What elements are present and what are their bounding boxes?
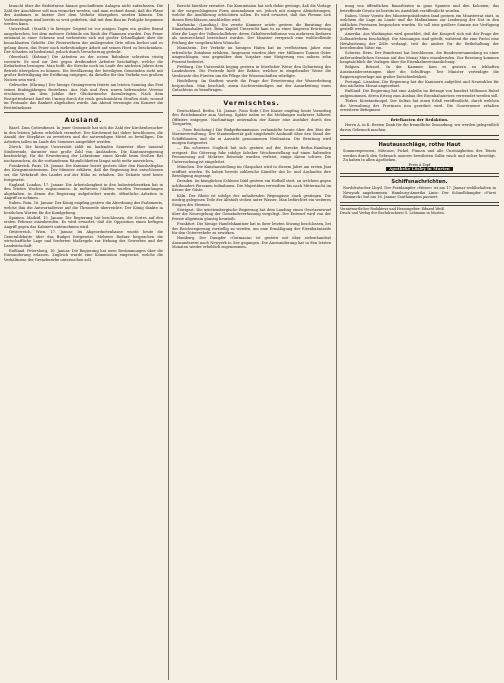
section-divider	[4, 112, 163, 113]
article-paragraph: Rußland. Petersburg, 16. Januar. Die Regierung hat neue Bestimmungen über die Einwanderung erlassen. Zugleich wurde eine Kommission eingesetzt, welche die Verhältnisse der Grenzbezirke untersuchen soll.	[4, 248, 163, 262]
section-heading: Ausland.	[64, 116, 103, 125]
article-paragraph: Karlsruhe. (Landtag.) Die zweite Kammer setzte gestern die Beratung des Staatshaushaltes fort. Beim Kapitel Unterricht kam es zu einer längeren Erörterung über die Lage der Volksschullehrer, deren Gehaltsverhältnisse von mehreren Rednern als unzureichend bezeichnet wurden. Der Minister versprach eine wohlwollende Prüfung der vorgebrachten Wünsche.	[172, 22, 331, 45]
article-paragraph: Freiburg. Die Universität beging gestern in feierlicher Weise den Geburtstag des Landesherrn. Die Festrede hielt der Rektor, welcher in eingehender Weise die Verdienste des Fürsten um die Pflege der Wissenschaften würdigte.	[172, 64, 331, 78]
imprint-line: Verantwortlicher Redakteur und Herausgeber: Eduard Weiß.	[340, 206, 445, 211]
article-paragraph: Unterelsaß. (Straßb.) In hiesiger Gegend ist vor einigen Tagen ein großer Brand ausgebrochen, bei dem mehrere Gebäude ein Raub der Flammen wurden. Das Feuer entstand in einer Scheune und verbreitete sich mit großer Schnelligkeit über die benachbarten Gehöfte. Die Feuerwehren der umliegenden Orte eilten herbei und es gelang ihnen, das Feuer nach mehrstündiger Arbeit auf seinen Herd zu beschränken. Der Schaden ist bedeutend, jedoch durch Versicherung gedeckt.	[4, 27, 163, 55]
ad-text: Norddeutscher Lloyd. Der Postdampfer »Weser« ist am 17. Januar wohlbehalten in Newyork angekommen. Hamburg-Amerika Linie: Der Schnelldampfer »Fürst Bismarck« hat am 16. Januar Southampton passiert.	[343, 186, 496, 200]
article-paragraph: Amerika. Aus Washington wird gemeldet, daß der Kongreß sich mit der Frage der Zolltarifreform beschäftigt. Die Meinungen sind geteilt; während die eine Partei eine Herabsetzung der Zölle verlangt, tritt die andere für die Beibehaltung der bestehenden Sätze ein.	[340, 32, 499, 51]
article-paragraph: Portugal. Lissabon. Die Regierung hat die Kammern aufgelöst und Neuwahlen für den nächsten Monat angeordnet.	[340, 79, 499, 89]
column-1	[4, 4, 163, 680]
column-2	[172, 4, 331, 680]
ad-tag: Apotheke Lösley in Murten	[386, 167, 453, 171]
article-paragraph: Frankreich. Paris, 18. Januar. Die Kammer beriet gestern über den Haushaltsplan des Kriegsministeriums. Der Minister erklärte, daß die Regierung fest entschlossen sei, die Wehrkraft des Landes auf der Höhe zu erhalten. Die Debatte wird heute fortgesetzt.	[4, 163, 163, 182]
article-paragraph: Gebweiler. (Ehrung.) Der hiesige Gesangverein feierte am letzten Sonntag das Fest seines fünfzigjährigen Bestehens. Aus Nah und Fern waren befreundete Vereine erschienen, um dem Jubilar ihre Glückwünsche darzubringen. Nach dem Festgottesdienst fand ein Umzug durch die reich geschmückten Straßen statt, worauf im Festsaale das Bankett abgehalten wurde. Am Abend vereinigte ein Konzert die Festteilnehmer.	[4, 83, 163, 110]
article-paragraph: Hamburg. Der Dampfer »Germania« ist gestern mit über siebenhundert Auswanderern nach Newyork in See gegangen. Die Auswanderung hat in den letzten Monaten wieder erheblich zugenommen.	[172, 236, 331, 250]
article-paragraph: Köln. Der Rhein ist infolge der anhaltenden Regengüsse stark gestiegen. Die niedrig gelegenen Teile der Altstadt stehen unter Wasser. Man befürchtet ein weiteres Steigen des Stromes.	[172, 193, 331, 207]
imprint	[340, 205, 499, 215]
article-paragraph: Bericht hierüber erstattet. Die Kommission hat sich dahin geeinigt, daß die Vorlage in der vorgeschlagenen Form anzunehmen sei, jedoch mit einigen Abänderungen, welche die Ausführung erleichtern sollen. Es wird erwartet, daß das Plenum sich diesen Beschlüssen anschließen wird.	[172, 4, 331, 22]
article-paragraph: — (Vom Reichstag.) Die Budgetkommission verhandelte heute über den Etat der Marineverwaltung. Der Staatssekretär gab eingehende Auskunft über den Stand der Schiffsbauten und die in Aussicht genommenen Neubauten. Die Beratung wird morgen fortgesetzt.	[172, 127, 331, 146]
section-divider	[172, 95, 331, 96]
section-heading: Vermischtes.	[223, 98, 280, 107]
article-paragraph: England. London, 17. Januar. Die Arbeitslosigkeit in den Industriebezirken hat in den letzten Wochen zugenommen. In mehreren Städten wurden Versammlungen abgehalten, in denen die Regierung aufgefordert wurde, öffentliche Arbeiten in Angriff zu nehmen.	[4, 182, 163, 201]
article-paragraph: Italien. Rom, 16. Januar. Der König empfing gestern die Abordnung des Parlaments, welche ihm die Antwortadresse auf die Thronrede überreichte. Der König dankte in herzlichen Worten für die Kundgebung.	[4, 201, 163, 215]
article-paragraph: nung von öffentlichen Bauarbeiten in ganz Spanien und den Kolonien; das betreffende Gesetz ist bereits im Amtsblatt veröffentlicht worden.	[340, 4, 499, 13]
article-paragraph: Oberelsaß. (Kolmar.) Die Arbeiten an der neuen Bahnlinie schreiten rüstig vorwärts. Es sind zur Zeit gegen dreihundert Arbeiter beschäftigt, welche die Erdarbeiten besorgen. Man hofft, die Strecke noch im Laufe des nächsten Jahres dem Betrieb übergeben zu können. Die Bevölkerung der beteiligten Gemeinden sieht mit großer Befriedigung der Eröffnung entgegen, da dieselbe für den Verkehr von großem Nutzen sein wird.	[4, 55, 163, 82]
article-paragraph: Italien. Unter Vorsitz des Ministerpräsidenten fand gestern ein Ministerrat statt, in welchem die Lage im Lande und die Maßnahmen zur Linderung der Not in den südlichen Provinzen besprochen wurden. Es soll eine größere Summe zur Verfügung gestellt werden.	[340, 13, 499, 32]
advertisement-shipping	[340, 176, 499, 202]
column-rule	[336, 4, 337, 680]
article-paragraph: Türkei. Konstantinopel. Der Sultan hat einen Erlaß veröffentlicht, durch welchen die Verwaltung der Provinzen neu geordnet wird. Die Gouverneure erhalten erweiterte Befugnisse.	[340, 99, 499, 113]
article-paragraph: München. Die Kunstausstellung im Glaspalast wird in diesem Jahre am ersten Juni eröffnet werden. Es haben bereits zahlreiche Künstler des In- und Auslandes ihre Beteiligung zugesagt.	[172, 165, 331, 179]
ad-text: Sommersprossen, Mitesser, Pickel, Finnen und alle Unreinigkeiten des Teints werden durch den Gebrauch unserer bewährten Salbe rasch und sicher beseitigt. Zu haben in allen Apotheken.	[343, 149, 496, 163]
article-paragraph: Heidelberg. Im Stadtrat wurde die Frage der Erweiterung der Wasserleitung besprochen. Man beschloß, einen Sachverständigen mit der Ausarbeitung eines Gutachtens zu beauftragen.	[172, 79, 331, 93]
article-paragraph: Dresden. Im königlichen Schlosse fand gestern ein Hofball statt, an welchem gegen achthundert Personen teilnahmen. Die Majestäten verweilten bis nach Mitternacht im Kreise der Gäste.	[172, 179, 331, 193]
article-paragraph: Zürich. Die hiesige Universität zählt im laufenden Semester über tausend Studierende, darunter eine große Zahl von Ausländern. Die Kantonsregierung beabsichtigt, für die Erweiterung der Lehrräume einen Kredit beim Großen Rat nachzusuchen, da die vorhandenen Räumlichkeiten längst nicht mehr ausreichen.	[4, 145, 163, 163]
article-paragraph: Basel. Zum Gottesdienst. In jener Gemeinde hat sich die Zahl der Kirchenbesucher in den letzten Jahren erheblich vermehrt. Der Kirchenrat hat daher beschlossen, die Anzahl der Sitzplätze zu erweitern und die notwendigen Mittel zu bewilligen. Die Arbeiten sollen im Laufe des Sommers ausgeführt werden.	[4, 126, 163, 144]
ad-divider	[340, 135, 499, 136]
ad-title: Hautausschläge, rothe Haut	[378, 142, 461, 149]
article-paragraph: braucht über die Bedürfnisse hinaus geschaffenen Anlagen nicht aufzufassen. Die Zahl der Anschlüsse soll nun vermehrt werden, und man rechnet damit, daß die Pläne des Ausbaues in kurzer Zeit dem Verkehr übergeben werden können. Die Vorbereitungen sind bereits so weit gediehen, daß mit dem Bau im Frühjahr begonnen werden kann.	[4, 4, 163, 27]
article-paragraph: Oesterreich. Wien, 17. Januar. Im Abgeordnetenhause wurde heute die Generaldebatte über das Budget fortgesetzt. Mehrere Redner besprachen die wirtschaftliche Lage und forderten Maßregeln zur Hebung des Gewerbes und der Landwirtschaft.	[4, 229, 163, 248]
article-paragraph: — Ein schweres Unglück hat sich gestern auf der Strecke Berlin–Hamburg ereignet. Ein Güterzug fuhr infolge falscher Weichenstellung auf einen haltenden Personenzug auf. Mehrere Reisende wurden verletzt, einige davon schwer. Die Untersuchung ist eingeleitet.	[172, 146, 331, 164]
article-paragraph: Rußland. Die Regierung hat eine Anleihe im Betrage von hundert Millionen Rubel aufgenommen, deren Ertrag zum Ausbau des Eisenbahnnetzes verwendet werden soll.	[340, 89, 499, 98]
column-3	[340, 4, 499, 680]
article-paragraph: Deutschland. Berlin, 18. Januar. (Vom Hofe.) Der Kaiser empfing heute Vormittag den Reichskanzler zum Vortrag. Später nahm er die Meldungen mehrerer höherer Offiziere entgegen. Nachmittags unternahm der Kaiser eine Ausfahrt durch den Tiergarten.	[172, 108, 331, 127]
imprint-line: Druck und Verlag der Buchdruckerei G. Lehmann in Murten.	[340, 210, 445, 215]
notice-text: Herrn A. in K. Besten Dank für die freundliche Zusendung; wir werden gelegentlich davon Gebrauch machen.	[340, 123, 499, 132]
article-paragraph: Belgien. Brüssel. In der Kammer kam es gestern zu lebhaften Auseinandersetzungen über die Schulfrage. Der Minister verteidigte die Regierungsvorlage mit großer Entschiedenheit.	[340, 65, 499, 79]
advertisement	[340, 139, 499, 174]
article-paragraph: Stuttgart. Die württembergische Regierung hat dem Landtag einen Gesetzentwurf über die Neuregelung der Gemeindeverfassung vorgelegt. Der Entwurf wird von der Presse allgemein günstig beurteilt.	[172, 207, 331, 221]
article-paragraph: Spanien. Madrid, 15. Januar. Die Regierung hat beschlossen, die Cortes auf den ersten Februar einzuberufen. Es wird erwartet, daß die Opposition einen heftigen Angriff gegen das Kabinett unternehmen wird.	[4, 215, 163, 229]
section-divider	[340, 115, 499, 116]
article-paragraph: Mannheim. Der Verkehr im hiesigen Hafen hat im verflossenen Jahre eine erfreuliche Zunahme erfahren. Insgesamt wurden über vier Millionen Tonnen Güter umgeschlagen, was gegenüber dem Vorjahre eine Steigerung von nahezu zehn Prozent bedeutet.	[172, 46, 331, 64]
ad-price-label: Preis à Topf	[408, 162, 431, 167]
ad-title: Schiffsnachrichten.	[391, 179, 448, 186]
article-paragraph: Schweiz. Bern. Der Bundesrat hat beschlossen, die Bundesversammlung zu einer außerordentlichen Session auf den Monat März einzuberufen. Zur Beratung kommen hauptsächlich die Vorlagen über die Eisenbahnverstaatlichung.	[340, 51, 499, 65]
notice-heading: Briefkasten der Redaktion.	[390, 116, 449, 122]
column-rule	[168, 4, 169, 680]
article-paragraph: Frankfurt. Die hiesige Handelskammer hat in ihrer letzten Sitzung beschlossen, bei der Reichsregierung vorstellig zu werden, um eine Ermäßigung der Eisenbahntarife für den Güterverkehr zu erwirken.	[172, 222, 331, 236]
